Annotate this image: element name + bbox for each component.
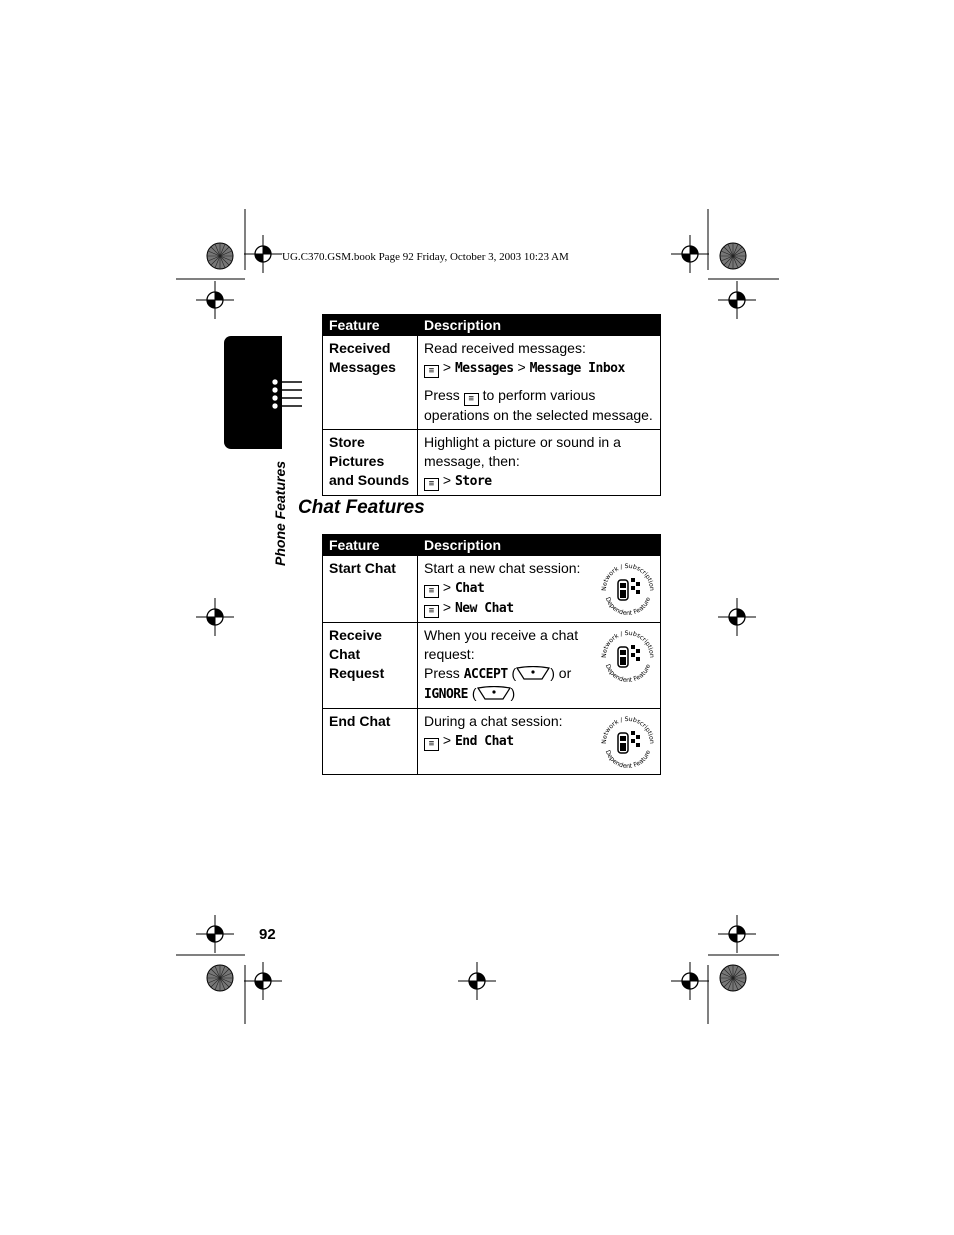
network-badge-top-text: Network / Subscription — [600, 715, 656, 745]
column-header-feature: Feature — [323, 535, 418, 556]
feature-name: End Chat — [323, 709, 418, 775]
description-text: When you receive a chat request: — [424, 627, 579, 662]
softkey-instruction: Press ACCEPT ( ) or — [424, 665, 572, 682]
menu-item-end-chat: End Chat — [454, 734, 514, 749]
network-badge-bottom-text: Dependent Feature — [603, 596, 653, 617]
table-row — [323, 709, 661, 775]
or-word: or — [558, 665, 572, 681]
description-text: During a chat session: — [424, 713, 563, 729]
table-row — [323, 336, 661, 430]
softkey-instruction: IGNORE ( ) — [424, 685, 516, 702]
ignore-softkey-label: IGNORE — [424, 687, 468, 702]
feature-description — [418, 430, 661, 496]
menu-key-icon: ≡ — [424, 585, 439, 598]
press-word: Press — [424, 387, 460, 403]
menu-path: ≡ > End Chat — [424, 731, 654, 751]
menu-key-icon: ≡ — [424, 478, 439, 491]
menu-list-lines — [270, 376, 304, 410]
menu-path: ≡ > New Chat — [424, 598, 654, 618]
description-note — [424, 386, 654, 425]
description-text: Read received messages: — [424, 340, 586, 356]
network-badge-bottom-text: Dependent Feature — [603, 749, 653, 770]
table-row — [323, 430, 661, 496]
feature-name: Receive Chat Request — [323, 623, 418, 709]
accept-softkey-label: ACCEPT — [463, 667, 508, 682]
column-header-feature: Feature — [323, 315, 418, 336]
feature-name: Store Pictures and Sounds — [323, 430, 418, 496]
menu-item-store: Store — [454, 474, 492, 489]
left-softkey-icon — [516, 666, 550, 680]
menu-path: ≡ > Store — [424, 471, 654, 491]
menu-item-messages: Messages — [454, 361, 514, 376]
page-number: 92 — [259, 926, 276, 943]
chat-feature-table — [322, 534, 661, 775]
menu-item-new-chat: New Chat — [454, 601, 514, 616]
feature-description — [418, 709, 661, 775]
network-badge-top-text: Network / Subscription — [600, 629, 656, 659]
section-title: Chat Features — [298, 497, 425, 518]
table-row — [323, 556, 661, 623]
feature-description — [418, 623, 661, 709]
menu-key-icon: ≡ — [424, 365, 439, 378]
menu-key-icon: ≡ — [424, 605, 439, 618]
menu-path: ≡ > Chat — [424, 578, 654, 598]
network-feature-icon — [598, 558, 658, 620]
network-badge-top-text: Network / Subscription — [600, 562, 656, 592]
menu-item-chat: Chat — [454, 581, 485, 596]
column-header-description: Description — [418, 535, 661, 556]
column-header-description: Description — [418, 315, 661, 336]
network-feature-icon — [598, 625, 658, 687]
network-feature-icon — [598, 711, 658, 773]
feature-name: Received Messages — [323, 336, 418, 430]
book-info-header: UG.C370.GSM.book Page 92 Friday, October 3, 2003 10:23 AM — [282, 251, 569, 263]
press-instruction: to perform various operations on the selected message. — [424, 387, 653, 423]
menu-item-message-inbox: Message Inbox — [529, 361, 625, 376]
table-row — [323, 623, 661, 709]
menu-key-icon: ≡ — [424, 738, 439, 751]
menu-path: ≡ > Messages > Message Inbox — [424, 358, 654, 378]
table-header-row — [323, 315, 661, 336]
feature-description — [418, 556, 661, 623]
description-text: Highlight a picture or sound in a message, then: — [424, 434, 621, 469]
network-badge-bottom-text: Dependent Feature — [603, 663, 653, 684]
feature-name: Start Chat — [323, 556, 418, 623]
description-text: Start a new chat session: — [424, 560, 581, 576]
table-header-row — [323, 535, 661, 556]
press-word: Press — [424, 665, 460, 681]
messages-feature-table — [322, 314, 661, 496]
right-softkey-icon — [477, 686, 511, 700]
menu-key-icon: ≡ — [464, 393, 479, 406]
feature-description — [418, 336, 661, 430]
side-section-label: Phone Features — [272, 460, 288, 566]
